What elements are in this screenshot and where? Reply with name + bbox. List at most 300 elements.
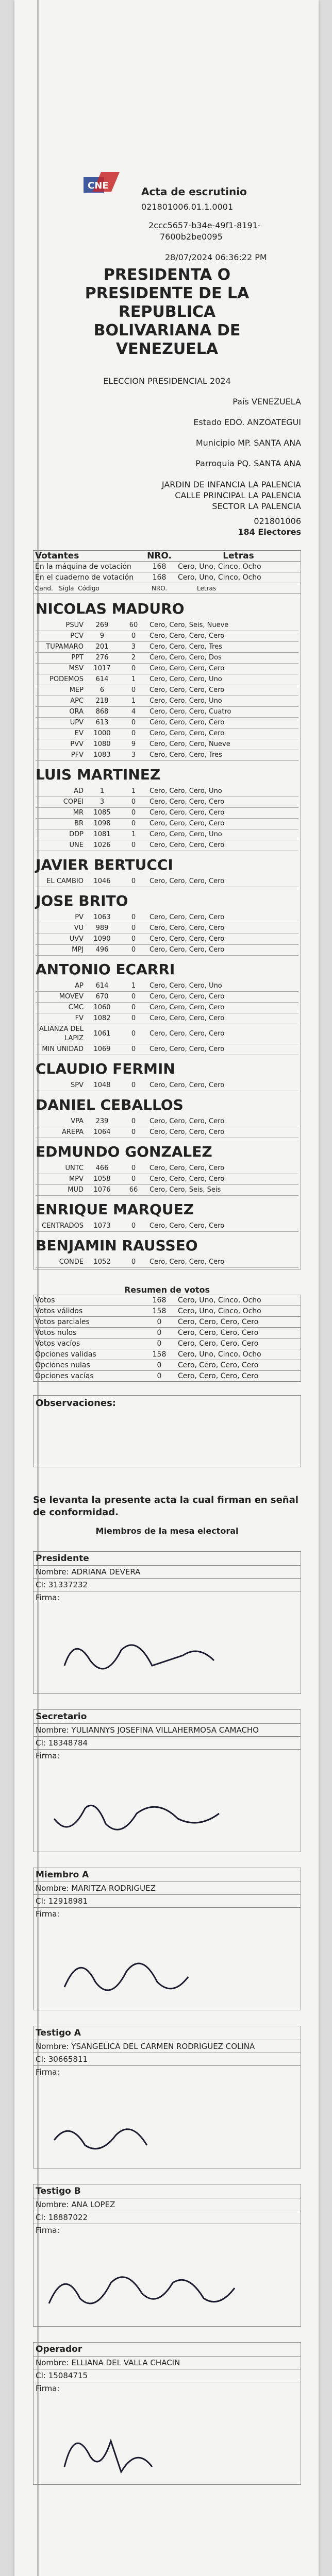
party-row <box>36 1080 298 1091</box>
party-code: 1063 <box>85 912 119 923</box>
party-votes-letters: Cero, Cero, Seis, Nueve <box>148 620 298 631</box>
party-row <box>36 1044 298 1055</box>
party-row <box>36 1221 298 1232</box>
party-votes-letters: Cero, Cero, Cero, Cero <box>148 1013 298 1024</box>
candidate-party-table <box>36 1080 298 1091</box>
party-row <box>36 876 298 887</box>
member-name: Nombre: YULIANNYS JOSEFINA VILLAHERMOSA CAMACHO <box>34 1724 301 1737</box>
party-votes: 1 <box>119 696 148 707</box>
member-name: Nombre: ELLIANA DEL VALLA CHACIN <box>34 2357 301 2369</box>
svg-text:CNE: CNE <box>88 180 109 191</box>
center-line: CALLE PRINCIPAL LA PALENCIA <box>175 490 301 500</box>
member-role: Testigo B <box>34 2184 301 2198</box>
party-sigla: ALIANZA DEL LAPIZ <box>36 1024 85 1044</box>
party-votes: 0 <box>119 1080 148 1091</box>
resumen-letras: Cero, Cero, Cero, Cero <box>178 1372 259 1380</box>
member-block <box>33 1709 301 1852</box>
party-sigla: PODEMOS <box>36 674 85 685</box>
candidate-party-table <box>36 876 298 887</box>
office-title <box>33 266 301 359</box>
resumen-nro: 158 <box>152 1350 167 1359</box>
observaciones-box <box>33 1395 301 1467</box>
cand-header: Cand. <box>35 585 53 592</box>
office-title-line: BOLIVARIANA DE <box>93 321 241 340</box>
resumen-letras: Cero, Cero, Cero, Cero <box>178 1318 259 1326</box>
party-votes: 9 <box>119 739 148 750</box>
resumen-label: Opciones validas <box>35 1350 96 1359</box>
member-role: Presidente <box>34 1552 301 1566</box>
signature-image <box>34 1920 301 2008</box>
party-sigla: CMC <box>36 1003 85 1013</box>
candidate-party-table <box>36 1163 298 1196</box>
party-votes: 0 <box>119 1013 148 1024</box>
party-votes-letters: Cero, Cero, Cero, Cero <box>148 664 298 674</box>
candidate-list <box>33 594 301 1269</box>
party-votes: 0 <box>119 1221 148 1232</box>
party-code: 1 <box>85 786 119 797</box>
votantes-row-nro: 168 <box>152 563 167 571</box>
party-code: 1048 <box>85 1080 119 1091</box>
party-votes-letters: Cero, Cero, Cero, Cero <box>148 1044 298 1055</box>
party-sigla: MSV <box>36 664 85 674</box>
location-parroquia: Parroquia PQ. SANTA ANA <box>195 459 301 468</box>
party-votes: 0 <box>119 1163 148 1174</box>
resumen-row <box>34 1295 301 1306</box>
members-title: Miembros de la mesa electoral <box>95 1526 239 1536</box>
center-code: 021801006 <box>254 516 301 526</box>
party-votes: 0 <box>119 876 148 887</box>
party-votes: 0 <box>119 1024 148 1044</box>
party-sigla: TUPAMARO <box>36 642 85 653</box>
party-row <box>36 797 298 808</box>
party-code: 1064 <box>85 1127 119 1138</box>
member-name: Nombre: ADRIANA DEVERA <box>34 1566 301 1579</box>
party-code: 989 <box>85 923 119 934</box>
party-votes: 66 <box>119 1185 148 1196</box>
party-code: 1052 <box>85 1257 119 1268</box>
party-code: 614 <box>85 674 119 685</box>
resumen-nro: 0 <box>157 1361 162 1369</box>
party-sigla: DDP <box>36 829 85 840</box>
party-votes-letters: Cero, Cero, Cero, Cero <box>148 840 298 851</box>
party-code: 269 <box>85 620 119 631</box>
party-votes: 0 <box>119 945 148 956</box>
sub-header-row <box>34 583 143 594</box>
party-code: 1083 <box>85 750 119 761</box>
party-row <box>36 696 298 707</box>
party-sigla: AD <box>36 786 85 797</box>
votantes-row-label: En la máquina de votación <box>35 563 131 571</box>
party-code: 3 <box>85 797 119 808</box>
voting-center <box>33 479 301 537</box>
receipt-paper <box>14 0 319 2576</box>
party-votes: 0 <box>119 808 148 819</box>
party-row <box>36 620 298 631</box>
party-row <box>36 718 298 728</box>
party-votes-letters: Cero, Cero, Cero, Cero <box>148 876 298 887</box>
party-sigla: EL CAMBIO <box>36 876 85 887</box>
party-votes: 60 <box>119 620 148 631</box>
party-row <box>36 992 298 1003</box>
party-row <box>36 1185 298 1196</box>
party-code: 1061 <box>85 1024 119 1044</box>
member-role: Testigo A <box>34 2026 301 2040</box>
party-sigla: VPA <box>36 1116 85 1127</box>
party-code: 613 <box>85 718 119 728</box>
party-row <box>36 1003 298 1013</box>
member-role: Operador <box>34 2343 301 2357</box>
nro-header: NRO. <box>147 551 172 561</box>
party-sigla: PVV <box>36 739 85 750</box>
party-code: 1090 <box>85 934 119 945</box>
party-row <box>36 664 298 674</box>
resumen-nro: 158 <box>152 1307 167 1315</box>
party-votes: 0 <box>119 840 148 851</box>
office-title-line: PRESIDENTE DE LA <box>85 284 250 302</box>
party-sigla: PPT <box>36 653 85 664</box>
party-code: 614 <box>85 981 119 992</box>
resumen-label: Votos válidos <box>35 1307 83 1315</box>
party-code: 496 <box>85 945 119 956</box>
party-sigla: MOVEV <box>36 992 85 1003</box>
signature-image <box>34 1762 301 1850</box>
party-votes-letters: Cero, Cero, Cero, Cero <box>148 934 298 945</box>
resumen-label: Opciones vacías <box>35 1372 94 1380</box>
party-votes-letters: Cero, Cero, Cero, Uno <box>148 674 298 685</box>
resumen-nro: 0 <box>157 1372 162 1380</box>
resumen-table <box>33 1295 301 1382</box>
party-code: 1060 <box>85 1003 119 1013</box>
party-votes-letters: Cero, Cero, Cero, Cero <box>148 1127 298 1138</box>
party-votes: 0 <box>119 912 148 923</box>
party-sigla: CONDE <box>36 1257 85 1268</box>
party-row <box>36 631 298 642</box>
resumen-row <box>34 1360 301 1371</box>
party-votes: 0 <box>119 819 148 829</box>
party-votes: 4 <box>119 707 148 718</box>
party-row <box>36 923 298 934</box>
party-votes-letters: Cero, Cero, Cero, Cero <box>148 808 298 819</box>
member-name: Nombre: ANA LOPEZ <box>34 2198 301 2211</box>
party-sigla: APC <box>36 696 85 707</box>
candidate-party-table <box>36 1221 298 1232</box>
member-role: Secretario <box>34 1710 301 1724</box>
letras-subheader: Letras <box>197 585 217 592</box>
party-votes: 0 <box>119 685 148 696</box>
party-sigla: UVV <box>36 934 85 945</box>
party-row <box>36 739 298 750</box>
candidate-party-table <box>36 620 298 761</box>
location-pais: País VENEZUELA <box>233 397 301 406</box>
candidate-party-table <box>36 981 298 1055</box>
party-code: 868 <box>85 707 119 718</box>
party-votes: 3 <box>119 750 148 761</box>
resumen-letras: Cero, Cero, Cero, Cero <box>178 1329 259 1337</box>
party-code: 1026 <box>85 840 119 851</box>
party-votes-letters: Cero, Cero, Cero, Cero <box>148 923 298 934</box>
party-code: 1017 <box>85 664 119 674</box>
member-firma-label: Firma: <box>36 2226 60 2235</box>
party-row <box>36 819 298 829</box>
member-ci: CI: 18348784 <box>34 1737 301 1750</box>
party-votes: 2 <box>119 653 148 664</box>
resumen-letras: Cero, Uno, Cinco, Ocho <box>178 1350 261 1359</box>
location-estado: Estado EDO. ANZOATEGUI <box>193 417 301 427</box>
votantes-section <box>33 550 301 2485</box>
resumen-row <box>34 1338 301 1349</box>
party-row <box>36 1127 298 1138</box>
member-ci: CI: 18887022 <box>34 2211 301 2224</box>
resumen-nro: 168 <box>152 1296 167 1304</box>
party-votes-letters: Cero, Cero, Cero, Tres <box>148 750 298 761</box>
votantes-header: Votantes <box>35 551 79 561</box>
member-firma-label: Firma: <box>36 1909 60 1919</box>
nro-subheader: NRO. <box>151 585 168 592</box>
resumen-letras: Cero, Uno, Cinco, Ocho <box>178 1307 261 1315</box>
party-row <box>36 808 298 819</box>
party-code: 1080 <box>85 739 119 750</box>
party-row <box>36 1163 298 1174</box>
party-votes-letters: Cero, Cero, Cero, Cero <box>148 1221 298 1232</box>
party-votes: 0 <box>119 1044 148 1055</box>
party-row <box>36 653 298 664</box>
candidate-party-table <box>36 786 298 851</box>
candidate-party-table <box>36 1257 298 1268</box>
candidate-name: EDMUNDO GONZALEZ <box>36 1143 212 1160</box>
member-ci: CI: 31337232 <box>34 1579 301 1591</box>
party-sigla: FV <box>36 1013 85 1024</box>
observaciones-label: Observaciones: <box>36 1398 117 1409</box>
member-ci: CI: 30665811 <box>34 2053 301 2066</box>
party-sigla: MUD <box>36 1185 85 1196</box>
party-sigla: UPV <box>36 718 85 728</box>
office-title-line: REPUBLICA <box>118 303 216 321</box>
party-row <box>36 685 298 696</box>
party-votes-letters: Cero, Cero, Cero, Cero <box>148 718 298 728</box>
party-sigla: MPV <box>36 1174 85 1185</box>
party-sigla: MR <box>36 808 85 819</box>
party-row <box>36 1013 298 1024</box>
codigo-header: Código <box>78 585 99 592</box>
party-code: 9 <box>85 631 119 642</box>
party-code: 466 <box>85 1163 119 1174</box>
party-votes: 0 <box>119 797 148 808</box>
resumen-letras: Cero, Uno, Cinco, Ocho <box>178 1296 261 1304</box>
party-votes: 0 <box>119 1174 148 1185</box>
party-sigla: VU <box>36 923 85 934</box>
party-code: 1081 <box>85 829 119 840</box>
party-votes-letters: Cero, Cero, Seis, Seis <box>148 1185 298 1196</box>
party-votes-letters: Cero, Cero, Cero, Cero <box>148 992 298 1003</box>
party-votes-letters: Cero, Cero, Cero, Cero <box>148 1080 298 1091</box>
party-row <box>36 981 298 992</box>
office-title-line: VENEZUELA <box>115 340 219 358</box>
resumen-letras: Cero, Cero, Cero, Cero <box>178 1340 259 1348</box>
party-votes: 0 <box>119 1116 148 1127</box>
candidate-name: ENRIQUE MARQUEZ <box>36 1201 194 1218</box>
party-code: 6 <box>85 685 119 696</box>
party-sigla: PV <box>36 912 85 923</box>
member-firma-label: Firma: <box>36 2384 60 2393</box>
resumen-row <box>34 1371 301 1382</box>
party-code: 1098 <box>85 819 119 829</box>
signature-image <box>34 1604 301 1691</box>
party-row <box>36 1024 298 1044</box>
member-ci: CI: 12918981 <box>34 1895 301 1908</box>
party-votes-letters: Cero, Cero, Cero, Uno <box>148 786 298 797</box>
member-block <box>33 2184 301 2327</box>
party-row <box>36 829 298 840</box>
party-sigla: MIN UNIDAD <box>36 1044 85 1055</box>
party-votes: 0 <box>119 1257 148 1268</box>
closing-statement: Se levanta la presente acta la cual firman en señal de conformidad. <box>33 1495 298 1518</box>
party-votes-letters: Cero, Cero, Cero, Uno <box>148 829 298 840</box>
resumen-letras: Cero, Cero, Cero, Cero <box>178 1361 259 1369</box>
resumen-row <box>34 1306 301 1317</box>
electores-count: 184 Electores <box>238 527 301 537</box>
party-votes: 1 <box>119 674 148 685</box>
acta-hash-2: 7600b2be0095 <box>160 232 223 242</box>
member-block <box>33 1868 301 2010</box>
party-code: 276 <box>85 653 119 664</box>
party-code: 1085 <box>85 808 119 819</box>
party-votes: 0 <box>119 718 148 728</box>
party-votes: 1 <box>119 981 148 992</box>
acta-datetime: 28/07/2024 06:36:22 PM <box>165 252 267 262</box>
party-code: 1000 <box>85 728 119 739</box>
resumen-label: Votos nulos <box>35 1329 77 1337</box>
resumen-nro: 0 <box>157 1340 162 1348</box>
resumen-nro: 0 <box>157 1329 162 1337</box>
party-votes: 0 <box>119 1003 148 1013</box>
party-votes-letters: Cero, Cero, Cero, Cero <box>148 1024 298 1044</box>
party-sigla: AP <box>36 981 85 992</box>
resumen-label: Votos parciales <box>35 1318 90 1326</box>
resumen-label: Opciones nulas <box>35 1361 90 1369</box>
party-votes-letters: Cero, Cero, Cero, Cero <box>148 912 298 923</box>
party-votes: 0 <box>119 992 148 1003</box>
votantes-row-label: En el cuaderno de votación <box>35 573 134 582</box>
votantes-table <box>33 550 301 594</box>
party-votes: 3 <box>119 642 148 653</box>
party-sigla: EV <box>36 728 85 739</box>
party-sigla: AREPA <box>36 1127 85 1138</box>
party-row <box>36 934 298 945</box>
party-row <box>36 674 298 685</box>
party-sigla: SPV <box>36 1080 85 1091</box>
candidate-name: DANIEL CEBALLOS <box>36 1096 184 1113</box>
party-row <box>36 642 298 653</box>
candidate-name: BENJAMIN RAUSSEO <box>36 1237 198 1254</box>
party-sigla: UNTC <box>36 1163 85 1174</box>
party-votes: 1 <box>119 829 148 840</box>
resumen-row <box>34 1328 301 1338</box>
party-votes-letters: Cero, Cero, Cero, Cero <box>148 631 298 642</box>
party-votes-letters: Cero, Cero, Cero, Cero <box>148 1257 298 1268</box>
party-sigla: COPEI <box>36 797 85 808</box>
party-code: 1058 <box>85 1174 119 1185</box>
resumen-title: Resumen de votos <box>124 1285 210 1295</box>
party-votes-letters: Cero, Cero, Cero, Cero <box>148 1174 298 1185</box>
party-votes-letters: Cero, Cero, Cero, Cero <box>148 1116 298 1127</box>
member-block <box>33 2026 301 2168</box>
member-block <box>33 2342 301 2485</box>
party-votes-letters: Cero, Cero, Cero, Dos <box>148 653 298 664</box>
candidate-name: NICOLAS MADURO <box>36 600 185 617</box>
party-votes: 0 <box>119 923 148 934</box>
party-code: 1076 <box>85 1185 119 1196</box>
party-votes-letters: Cero, Cero, Cero, Tres <box>148 642 298 653</box>
party-sigla: MPJ <box>36 945 85 956</box>
sigla-header: Sigla <box>59 585 74 592</box>
resumen-nro: 0 <box>157 1318 162 1326</box>
party-votes-letters: Cero, Cero, Cero, Cero <box>148 797 298 808</box>
party-votes: 1 <box>119 786 148 797</box>
party-row <box>36 728 298 739</box>
party-sigla: PSUV <box>36 620 85 631</box>
candidate-name: JOSE BRITO <box>36 892 128 909</box>
votantes-row-letras: Cero, Uno, Cinco, Ocho <box>178 573 261 582</box>
members-list <box>33 1551 301 2485</box>
party-votes: 0 <box>119 934 148 945</box>
candidate-name: CLAUDIO FERMIN <box>36 1060 175 1077</box>
resumen-label: Votos vacíos <box>35 1340 80 1348</box>
party-votes: 0 <box>119 631 148 642</box>
candidate-name: LUIS MARTINEZ <box>36 766 161 783</box>
candidate-name: ANTONIO ECARRI <box>36 961 175 978</box>
party-votes-letters: Cero, Cero, Cero, Cero <box>148 945 298 956</box>
party-row <box>36 1257 298 1268</box>
votantes-row-letras: Cero, Uno, Cinco, Ocho <box>178 563 261 571</box>
party-votes-letters: Cero, Cero, Cero, Cero <box>148 728 298 739</box>
party-code: 1069 <box>85 1044 119 1055</box>
party-row <box>36 707 298 718</box>
member-name: Nombre: MARITZA RODRIGUEZ <box>34 1882 301 1895</box>
resumen-label: Votos <box>35 1296 55 1304</box>
center-line: SECTOR LA PALENCIA <box>212 501 301 511</box>
party-row <box>36 1116 298 1127</box>
member-ci: CI: 15084715 <box>34 2369 301 2382</box>
party-row <box>36 1174 298 1185</box>
signature-image <box>34 2236 301 2324</box>
member-role: Miembro A <box>34 1868 301 1882</box>
party-sigla: PFV <box>36 750 85 761</box>
party-votes-letters: Cero, Cero, Cero, Nueve <box>148 739 298 750</box>
party-code: 1046 <box>85 876 119 887</box>
party-sigla: CENTRADOS <box>36 1221 85 1232</box>
party-votes-letters: Cero, Cero, Cero, Uno <box>148 696 298 707</box>
center-line: JARDIN DE INFANCIA LA PALENCIA <box>161 480 301 489</box>
party-sigla: ORA <box>36 707 85 718</box>
candidate-name: JAVIER BERTUCCI <box>36 856 173 873</box>
party-code: 670 <box>85 992 119 1003</box>
resumen-row <box>34 1317 301 1328</box>
resumen-row <box>34 1349 301 1360</box>
votantes-row-nro: 168 <box>152 573 167 582</box>
letras-header: Letras <box>223 551 254 561</box>
member-block <box>33 1551 301 1694</box>
member-firma-label: Firma: <box>36 1593 60 1602</box>
member-firma-label: Firma: <box>36 2067 60 2077</box>
party-votes-letters: Cero, Cero, Cero, Cero <box>148 819 298 829</box>
party-votes-letters: Cero, Cero, Cero, Cero <box>148 1003 298 1013</box>
party-sigla: MEP <box>36 685 85 696</box>
party-votes-letters: Cero, Cero, Cero, Cero <box>148 685 298 696</box>
office-title-line: PRESIDENTA O <box>103 266 231 284</box>
location-info <box>33 371 301 474</box>
party-votes: 0 <box>119 1127 148 1138</box>
party-code: 201 <box>85 642 119 653</box>
